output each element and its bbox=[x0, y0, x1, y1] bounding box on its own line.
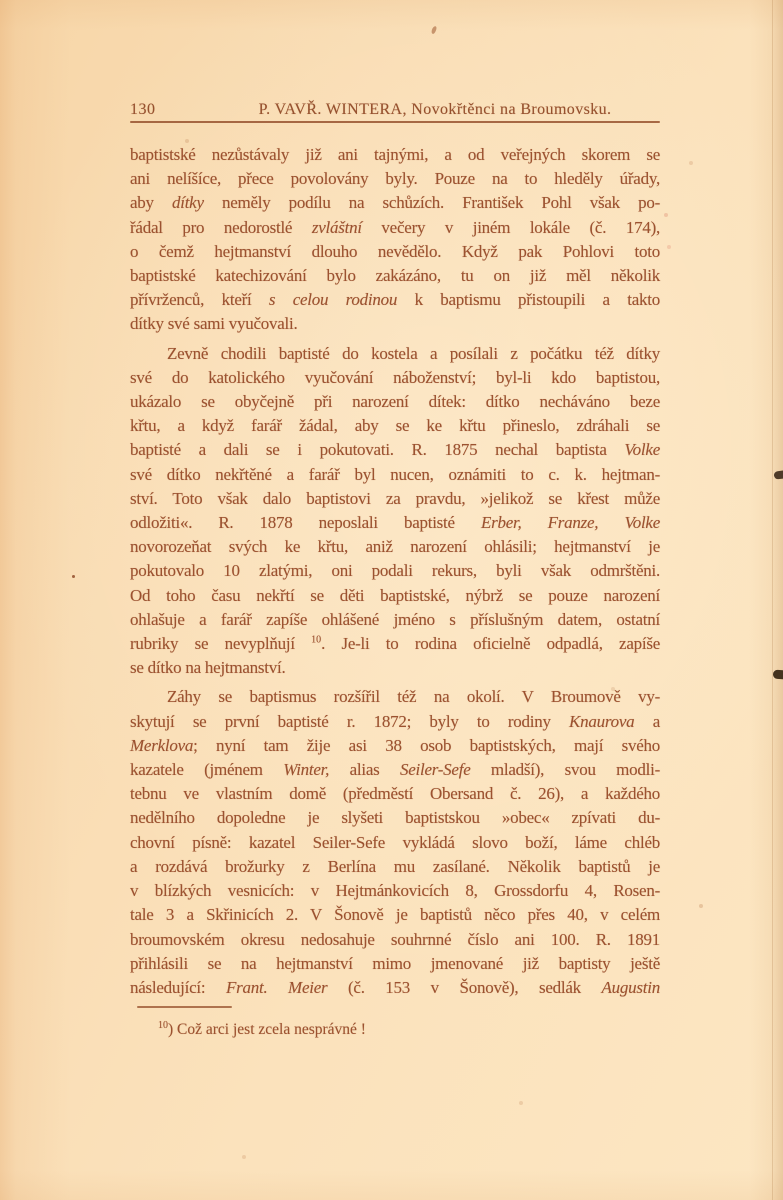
text-line: aby dítky neměly podílu na schůzích. František Pohl však po- bbox=[130, 193, 660, 213]
ink-speck bbox=[72, 575, 75, 578]
text-line: kazatele (jménem Winter, alias Seiler-Sefe mladší), svou modli- bbox=[130, 760, 660, 780]
text-line: přihlásili se na hejtmanství mimo jmenované již baptisty ještě bbox=[130, 953, 660, 973]
text-line: baptistské katechizování bylo zakázáno, tu on již měl několik bbox=[130, 266, 660, 286]
text-line: křtu, a když farář žádal, aby se ke křtu přineslo, zdráhali se bbox=[130, 416, 660, 436]
text-line: ohlašuje a farář zapíše ohlášené jméno s příslušným datem, ostatní bbox=[130, 609, 660, 629]
text-line: následující: Frant. Meier (č. 153 v Šonově), sedlák Augustin bbox=[130, 977, 660, 997]
text-line: Merklova; nyní tam žije asi 38 osob baptistských, mají svého bbox=[130, 735, 660, 755]
text-line: ství. Toto však dalo baptistovi za pravdu, »jelikož se křest může bbox=[130, 488, 660, 508]
text-line: pokutovalo 10 zlatými, oni podali rekurs, byli však odmrštěni. bbox=[130, 561, 660, 581]
text-line: broumovském okresu nedosahuje souhrnné číslo ani 100. R. 1891 bbox=[130, 929, 660, 949]
body-text bbox=[130, 143, 660, 1000]
text-line: odložiti«. R. 1878 neposlali baptisté Erber, Franze, Volke bbox=[130, 513, 661, 533]
text-line: ani nelíšíce, přece povolovány byly. Pouze na to hleděly úřady, bbox=[130, 169, 660, 189]
text-line: dítky své sami vyučovali. bbox=[130, 314, 298, 334]
header-rule bbox=[130, 121, 660, 123]
text-line: skytují se první baptisté r. 1872; byly to rodiny Knaurova a bbox=[130, 711, 661, 731]
page-number: 130 bbox=[130, 101, 156, 118]
running-header bbox=[130, 100, 660, 120]
paragraph bbox=[130, 685, 660, 1000]
text-line: baptistské nezůstávaly již ani tajnými, a od veřejných skorem se bbox=[130, 145, 660, 164]
page-edge-mark bbox=[773, 670, 783, 680]
text-line: nedělního dopoledne je slyšeti baptistskou »obec« zpívati du- bbox=[130, 808, 660, 828]
ink-speck bbox=[431, 26, 437, 35]
text-line: baptisté a dali se i pokutovati. R. 1875 nechal baptista Volke bbox=[130, 440, 660, 460]
text-line: a rozdává brožurky z Berlína mu zasílané. Několik baptistů je bbox=[130, 856, 660, 876]
running-title: P. VAVŘ. WINTERA, Novokřtěnci na Broumovsku. bbox=[258, 101, 612, 118]
text-line: své dítko nekřtěné a farář byl nucen, oznámiti to c. k. hejtman- bbox=[130, 464, 660, 484]
text-line: Od toho času nekřtí se děti baptistské, nýbrž se pouze narození bbox=[130, 585, 660, 605]
text-line: své do katolického vyučování náboženství; byl-li kdo baptistou, bbox=[130, 367, 660, 387]
footnote-marker: 10 bbox=[158, 1019, 168, 1031]
footnote-text: ) Což arci jest zcela nesprávné ! bbox=[168, 1021, 366, 1038]
text-line: chovní písně: kazatel Seiler-Sefe vykládá slovo boží, láme chléb bbox=[130, 832, 660, 852]
text-line: Záhy se baptismus rozšířil též na okolí. V Broumově vy- bbox=[167, 687, 660, 707]
page-edge-mark bbox=[774, 470, 783, 479]
text-line: rubriky se nevyplňují $^{10}$. Je-li to rodina oficielně odpadlá, zapíše bbox=[130, 634, 660, 654]
text-line: v blízkých vesnicích: v Hejtmánkovicích 8, Grossdorfu 4, Rosen- bbox=[130, 881, 660, 901]
paragraph bbox=[130, 342, 660, 681]
footnote-rule bbox=[137, 1006, 232, 1008]
text-line: se dítko na hejtmanství. bbox=[130, 658, 286, 678]
paper-freckles bbox=[0, 0, 2, 2]
paragraph bbox=[130, 143, 660, 337]
text-line: tebnu ve vlastním domě (předměstí Obersand č. 26), a každého bbox=[130, 784, 660, 804]
text-line: přívrženců, kteří s celou rodinou k baptismu přistoupili a takto bbox=[130, 290, 660, 310]
text-line: ukázalo se obyčejně při narození dítek: dítko necháváno beze bbox=[130, 392, 660, 412]
text-line: Zevně chodili baptisté do kostela a posílali z počátku též dítky bbox=[167, 343, 660, 363]
text-line: tale 3 a Skřinicích 2. V Šonově je baptistů něco přes 40, v celém bbox=[130, 905, 660, 925]
text-line: novorozeňat svých ke křtu, aniž narození ohlásili; hejtmanství je bbox=[130, 537, 660, 557]
page-edge-line bbox=[772, 0, 773, 1200]
footnote bbox=[130, 1019, 660, 1041]
text-line: o čemž hejtmanství dlouho nevědělo. Když pak Pohlovi toto bbox=[130, 241, 660, 261]
text-line: řádal pro nedorostlé zvláštní večery v jiném lokále (č. 174), bbox=[130, 217, 660, 237]
